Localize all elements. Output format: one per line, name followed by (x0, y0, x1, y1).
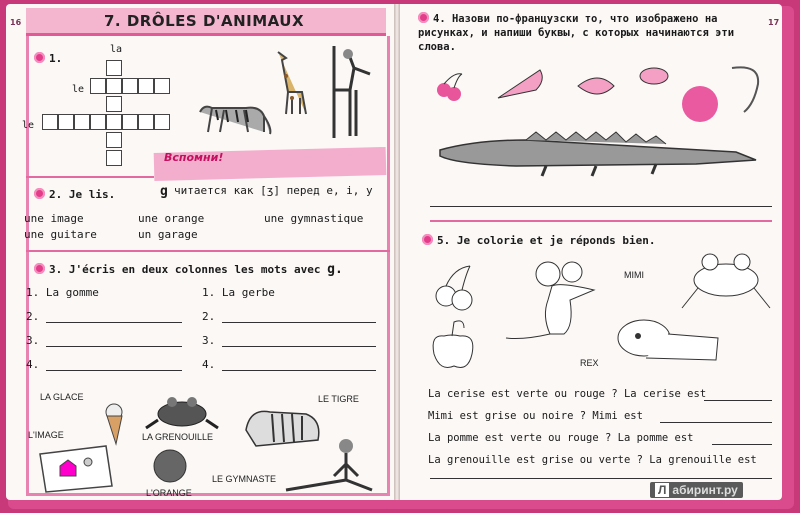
answer-line[interactable] (704, 400, 772, 401)
write-line[interactable] (46, 322, 182, 323)
word-un-garage: un garage (138, 228, 198, 241)
remember-rule: читается как [ʒ] перед e, i, y (174, 184, 373, 197)
bullet-icon (34, 188, 45, 199)
answer-line[interactable] (660, 422, 772, 423)
word-une-orange: une orange (138, 212, 205, 225)
bullet-icon (34, 263, 45, 274)
caption-le-tigre: LE TIGRE (318, 394, 359, 404)
caption-l-image: L'IMAGE (28, 430, 64, 440)
caption-le-gymnaste: LE GYMNASTE (212, 474, 277, 484)
write-line[interactable] (46, 370, 182, 371)
exercise-4-label: 4. Назови по-французски то, что изображено на рисунках, и напиши буквы, с которых начинаются эти слова. (418, 13, 735, 53)
left-page-number: 16 (10, 18, 22, 27)
watermark: Л абиринт.ру (650, 482, 743, 498)
answer-line[interactable] (712, 444, 772, 445)
right-page-number: 17 (768, 18, 780, 27)
caption-la-grenouille: LA GRENOUILLE (142, 432, 214, 442)
divider (26, 250, 390, 252)
divider (430, 220, 772, 222)
question-2: Mimi est grise ou noire ? Mimi est (428, 410, 643, 422)
exercise-1-label: 1. (34, 52, 62, 65)
caption-la-glace: LA GLACE (40, 392, 84, 402)
write-line[interactable] (222, 322, 376, 323)
divider (26, 176, 154, 178)
col1-line-2: 2. (26, 310, 40, 323)
question-1: La cerise est verte ou rouge ? La cerise est (428, 388, 707, 400)
word-une-image: une image (24, 212, 84, 225)
col1-line-3: 3. (26, 334, 40, 347)
name-rex: REX (580, 358, 599, 368)
col2-line-4: 4. (202, 358, 216, 371)
exercise-2-label: 2. Je lis. (34, 188, 115, 201)
write-line[interactable] (222, 346, 376, 347)
exercise-3-label: 3. J'écris en deux colonnes les mots avec g. (34, 262, 343, 277)
crossword-label-le-2: le (22, 120, 35, 131)
mouse-drawing (504, 256, 614, 346)
col1-line-1: 1. La gomme (26, 286, 99, 299)
crossword-label-le-1: le (72, 84, 85, 95)
question-3: La pomme est verte ou rouge ? La pomme est (428, 432, 694, 444)
col1-line-4: 4. (26, 358, 40, 371)
word-une-gymnastique: une gymnastique (264, 212, 364, 225)
watermark-logo: Л (655, 483, 669, 497)
remember-letter: g (160, 184, 168, 199)
giraffe-drawing (262, 48, 312, 118)
col2-line-2: 2. (202, 310, 216, 323)
write-line[interactable] (46, 346, 182, 347)
gymnast-split-drawing (276, 436, 376, 496)
col2-line-3: 3. (202, 334, 216, 347)
remember-label: Вспомни! (164, 151, 224, 164)
left-page (6, 4, 394, 500)
write-line[interactable] (430, 206, 772, 207)
dog-drawing (610, 314, 730, 370)
bullet-icon (418, 12, 429, 23)
bullet-icon (34, 52, 45, 63)
orange-drawing (152, 448, 188, 484)
gymnast-drawing (326, 44, 376, 140)
lesson-title: 7. DRÔLES D'ANIMAUX (104, 12, 305, 30)
col2-line-1: 1. La gerbe (202, 286, 275, 299)
crocodile-drawing (436, 130, 762, 178)
picture-drawing (36, 442, 116, 494)
right-page (400, 4, 782, 500)
word-une-guitare: une guitare (24, 228, 97, 241)
exercise-5-label: 5. Je colorie et je réponds bien. (422, 234, 656, 247)
frog-outline-drawing (678, 244, 774, 314)
caption-l-orange: L'ORANGE (146, 488, 192, 498)
answer-line[interactable] (430, 478, 772, 479)
question-4: La grenouille est grise ou verte ? La grenouille est (428, 454, 757, 466)
bullet-icon (422, 234, 433, 245)
ex4-pictures (428, 64, 768, 124)
ice-cream-drawing (102, 402, 130, 446)
cherry-apple-drawing (420, 262, 500, 382)
write-line[interactable] (222, 370, 376, 371)
name-mimi: MIMI (624, 270, 644, 280)
frog-drawing (142, 392, 222, 432)
crossword-label-la: la (110, 44, 123, 55)
